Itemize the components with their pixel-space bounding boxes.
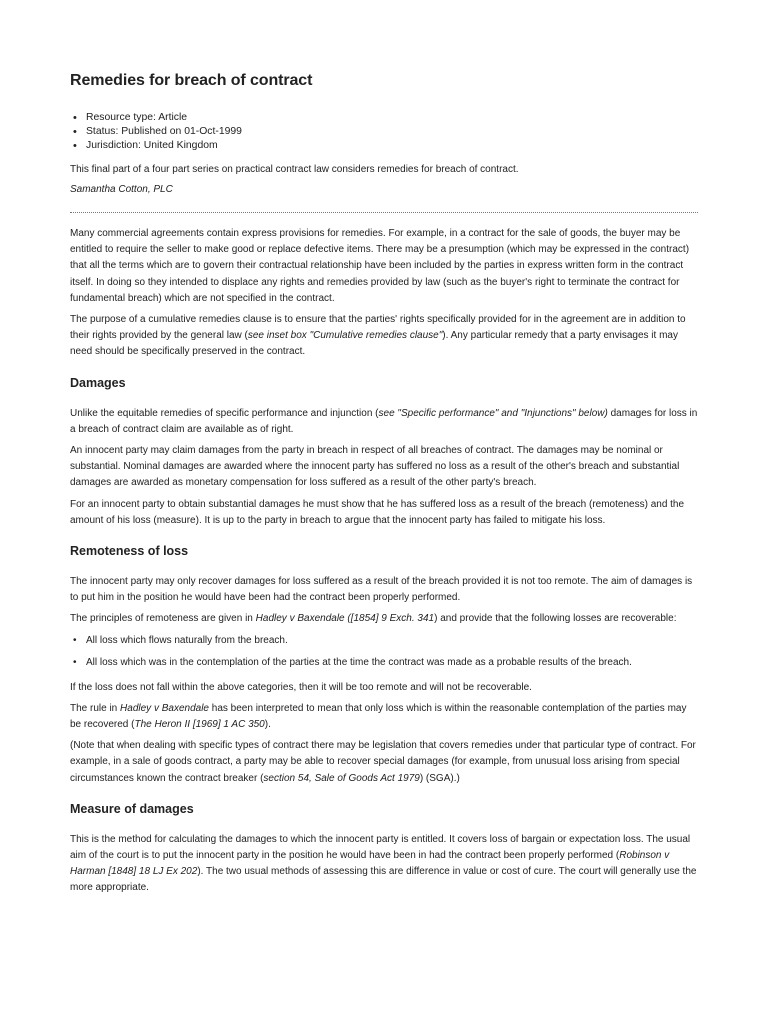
meta-jurisdiction: • Jurisdiction: United Kingdom [86, 139, 242, 153]
recoverable-losses-list [70, 634, 698, 670]
paragraph [70, 312, 698, 361]
case-citation: Hadley v Baxendale [120, 702, 209, 714]
article-meta-list [70, 111, 242, 153]
list-item: • All loss which flows naturally from the breach. [86, 634, 698, 648]
paragraph [70, 701, 698, 733]
paragraph: For an innocent party to obtain substantial damages he must show that he has suffered loss as a result of the breach (remoteness) and the amount of his loss (measure). It is up to the party in breach to argue that the innocent party has failed to mitigate his loss. [70, 498, 685, 526]
text-run: Unlike the equitable remedies of specific performance and injunction ( [70, 407, 379, 419]
page-title: Remedies for breach of contract [70, 72, 313, 89]
paragraph [70, 406, 698, 438]
case-citation: The Heron II [1969] 1 AC 350 [134, 719, 265, 731]
text-run: ). [264, 719, 271, 731]
meta-resource-type: • Resource type: Article [86, 111, 242, 125]
cross-reference: see "Specific performance" and "Injunctions" below) [378, 407, 608, 419]
text-run: ). Any particular remedy that a party envisages it may need should be specifically preserved in the contract. [70, 330, 678, 358]
text-run: This is the method for calculating the damages to which the innocent party is entitled. It covers loss of bargain or expectation loss. The usual aim of the court is to put the innocent party in the position he would have been in had the contract been properly performed ( [70, 833, 691, 862]
paragraph [70, 611, 698, 627]
text-run: ) and provide that the following losses are recoverable: [434, 613, 677, 625]
text-run: (Note that when dealing with specific types of contract there may be legislation that covers remedies under that particular type of contract. For example, in a sale of goods contract, a party may be able to recover special damages (for example, from unusual loss arising from special circumstances known the contract breaker ( [70, 740, 696, 784]
case-citation: Hadley v Baxendale ([1854] 9 Exch. 341 [255, 613, 435, 625]
paragraph [70, 832, 698, 897]
paragraph: An innocent party may claim damages from the party in breach in respect of all breaches of contract. The damages may be nominal or substantial. Nominal damages are awarded where the innocent party has suffered no loss as a result of the other's breach and substantial damages are awarded as monetary compensation for loss suffered as a result of the other party's breach. [70, 445, 680, 489]
divider [70, 212, 698, 213]
case-citation: Robinson v Harman [1848] 18 LJ Ex 202 [70, 850, 670, 878]
article-intro: This final part of a four part series on practical contract law considers remedies for breach of contract. [70, 164, 519, 175]
text-run: The rule in [70, 702, 121, 714]
section-heading-remoteness: Remoteness of loss [70, 544, 189, 559]
paragraph: The innocent party may only recover damages for loss suffered as a result of the breach provided it is not too remote. The aim of damages is to put him in the position he would have been had the contract been properly performed. [70, 576, 693, 604]
article-body [70, 226, 698, 902]
section-heading-damages: Damages [70, 375, 126, 390]
section-heading-measure: Measure of damages [70, 801, 194, 816]
text-run: The purpose of a cumulative remedies clause is to ensure that the parties' rights specifically provided for in the agreement are in addition to their rights provided by the general law ( [70, 314, 686, 342]
text-run: ). The two usual methods of assessing this are difference in value or cost of cure. The court will generally use the more appropriate. [70, 866, 697, 894]
text-run: The principles of remoteness are given in [70, 613, 256, 625]
statute-citation: section 54, Sale of Goods Act 1979 [263, 772, 420, 784]
paragraph: Many commercial agreements contain express provisions for remedies. For example, in a contract for the sale of goods, the buyer may be entitled to require the seller to make good or replace defective items. There may be a presumption (which may be expressed in the contract) that all the terms which are to govern their contractual relationship have been included by the parties in express written form in the contract itself. In doing so they intended to displace any rights and remedies provided by law (such as the buyer's right to terminate the contract for fundamental breach) which are not specified in the contract. [70, 228, 690, 304]
text-run: has been interpreted to mean that only loss which is within the reasonable contemplation of the parties may be recovered ( [70, 702, 687, 731]
meta-status: • Status: Published on 01-Oct-1999 [86, 125, 242, 139]
text-run: damages for loss in a breach of contract claim are available as of right. [70, 407, 698, 435]
text-run: ) (SGA).) [419, 772, 460, 784]
paragraph: If the loss does not fall within the above categories, then it will be too remote and will not be recoverable. [70, 681, 532, 693]
article-author: Samantha Cotton, PLC [70, 184, 173, 195]
list-item: • All loss which was in the contemplation of the parties at the time the contract was made as a probable results of the breach. [86, 656, 698, 670]
paragraph [70, 738, 698, 787]
inset-box-reference: see inset box "Cumulative remedies clause" [247, 330, 443, 342]
